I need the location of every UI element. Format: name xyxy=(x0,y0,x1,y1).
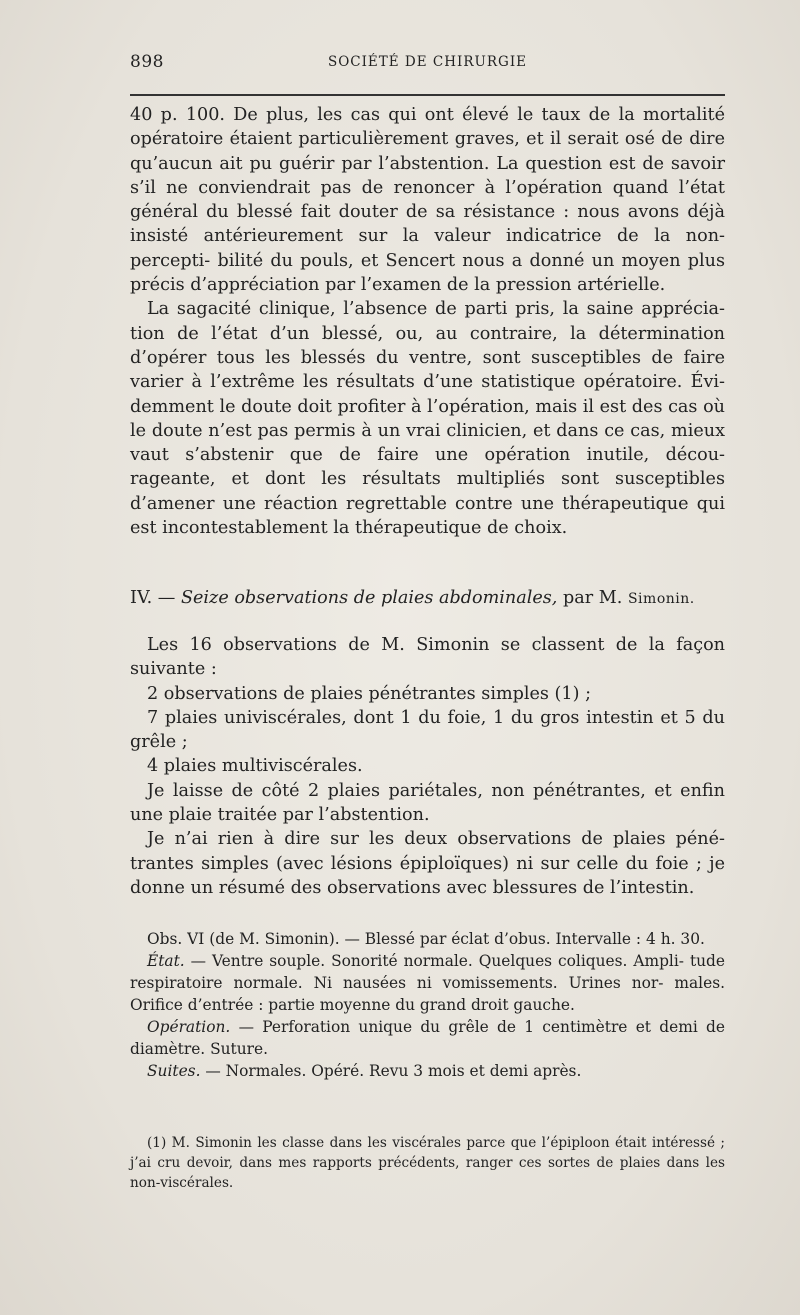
text-line: — Normales. Opéré. Revu 3 mois et demi après. xyxy=(205,1062,582,1080)
footnote-paragraph xyxy=(130,1133,725,1193)
text-line: diamètre. Suture. xyxy=(130,1040,268,1058)
text-line: une plaie traitée par l’abstention. xyxy=(130,805,430,826)
header-rule xyxy=(130,94,725,96)
text-line: La sagacité clinique, l’absence de parti pris, la saine apprécia- xyxy=(147,299,725,320)
paragraph-2 xyxy=(130,297,725,540)
case-suites xyxy=(130,1060,725,1082)
text-line: Les 16 observations de M. Simonin se classent de la façon xyxy=(147,635,725,655)
text-line: males. Orifice d’entrée : partie moyenne du grand droit gauche. xyxy=(130,974,725,1014)
case-operation xyxy=(130,1016,725,1060)
case-intro xyxy=(130,928,725,950)
text-line: tion de l’état d’un blessé, ou, au contraire, la détermination xyxy=(130,323,725,344)
text-line: donne un résumé des observations avec blessures de l’intestin. xyxy=(130,877,695,898)
text-line: grêle ; xyxy=(130,732,188,753)
body-text xyxy=(130,103,725,540)
section-author: Simonin. xyxy=(627,591,695,607)
text-line: varier à l’extrême les résultats d’une statistique opératoire. Évi- xyxy=(130,372,725,393)
observations-text xyxy=(130,633,725,900)
text-line: d’opérer tous les blessés du ventre, sont susceptibles de faire xyxy=(130,347,725,368)
text-line: demment le doute doit profiter à l’opération, mais il est des cas xyxy=(130,396,698,417)
text-line: Je laisse de côté 2 plaies pariétales, non pénétrantes, et enfin xyxy=(147,780,725,801)
text-line: plaies dans les non-viscérales. xyxy=(130,1155,726,1191)
case-etat xyxy=(130,950,725,1016)
text-line: Je n’ai rien à dire sur les deux observations de plaies péné- xyxy=(147,829,725,850)
page-header xyxy=(130,52,725,78)
text-line: général du blessé fait douter de sa résistance : nous avons déjà xyxy=(130,202,725,223)
case-label: Suites. xyxy=(147,1062,201,1080)
section-title: Seize observations de plaies abdominales, xyxy=(180,588,558,608)
text-line: 4 h. 30. xyxy=(646,930,705,948)
text-line: insisté antérieurement sur la valeur indicatrice de la non-percepti- xyxy=(130,226,725,271)
text-line: intéressé ; j’ai cru devoir, dans mes rapports précédents, ranger ces sortes de xyxy=(130,1135,725,1171)
text-line: où le doute n’est pas permis à un vrai clinicien, et dans ce cas, xyxy=(130,396,725,441)
text-line: tude respiratoire normale. Ni nausées ni vomissements. Urines nor- xyxy=(130,952,725,992)
case-label: État. xyxy=(147,952,185,970)
case-label: Opération. xyxy=(147,1018,231,1036)
section-heading xyxy=(130,586,725,611)
text-line: suivante : xyxy=(130,659,217,680)
running-head: SOCIÉTÉ DE CHIRURGIE xyxy=(327,54,528,70)
text-line: qu’aucun ait pu guérir par l’abstention. La question est de savoir xyxy=(130,153,725,174)
text-line: mieux vaut s’abstenir que de faire une opération inutile, décou- xyxy=(130,420,725,466)
obs-paragraph-5 xyxy=(130,779,725,828)
text-line: d’appréciation par l’examen de la pression artérielle. xyxy=(190,275,666,296)
obs-paragraph-4: 4 plaies multiviscérales. xyxy=(147,756,363,777)
text-line: d’amener une réaction regrettable contre une thérapeutique qui xyxy=(130,493,725,514)
text-line: rageante, et dont les résultats multipliés sont susceptibles xyxy=(130,469,725,490)
text-line: — Perforation unique du grêle de 1 centimètre et demi de xyxy=(238,1018,725,1036)
text-line: est incontestablement la thérapeutique de choix. xyxy=(130,518,568,539)
text-line: 40 p. 100. De plus, les cas qui ont élevé le taux de la mortalité xyxy=(130,105,725,125)
text-line: trantes simples (avec lésions épiploïques) ni sur celle du foie ; je xyxy=(130,853,725,874)
case-report xyxy=(130,928,725,1082)
text-line: s’il ne conviendrait pas de renoncer à l’opération quand l’état xyxy=(130,177,725,198)
text-line: bilité du pouls, et Sencert nous a donné un moyen plus précis xyxy=(130,250,725,296)
text-line: opératoire étaient particulièrement graves, et il serait osé de dire xyxy=(130,129,725,150)
text-line: — Ventre souple. Sonorité normale. Quelques coliques. Ampli- xyxy=(190,952,684,970)
obs-paragraph-2: 2 observations de plaies pénétrantes simples (1) ; xyxy=(147,683,591,704)
obs-paragraph-3 xyxy=(130,706,725,755)
obs-paragraph-6 xyxy=(130,827,725,900)
paragraph-1 xyxy=(130,103,725,297)
obs-paragraph-1 xyxy=(130,633,725,682)
text-line: 7 plaies univiscérales, dont 1 du foie, 1 du gros intestin et 5 du xyxy=(147,707,725,728)
text-line: Obs. VI (de M. Simonin). — Blessé par éclat d’obus. Intervalle : xyxy=(147,930,642,948)
section-number: IV. — xyxy=(130,588,176,608)
page-number: 898 xyxy=(130,52,164,72)
text-line: (1) M. Simonin les classe dans les viscérales parce que l’épiploon était xyxy=(147,1135,647,1151)
footnote xyxy=(130,1133,725,1193)
section-by: par M. xyxy=(563,588,623,608)
